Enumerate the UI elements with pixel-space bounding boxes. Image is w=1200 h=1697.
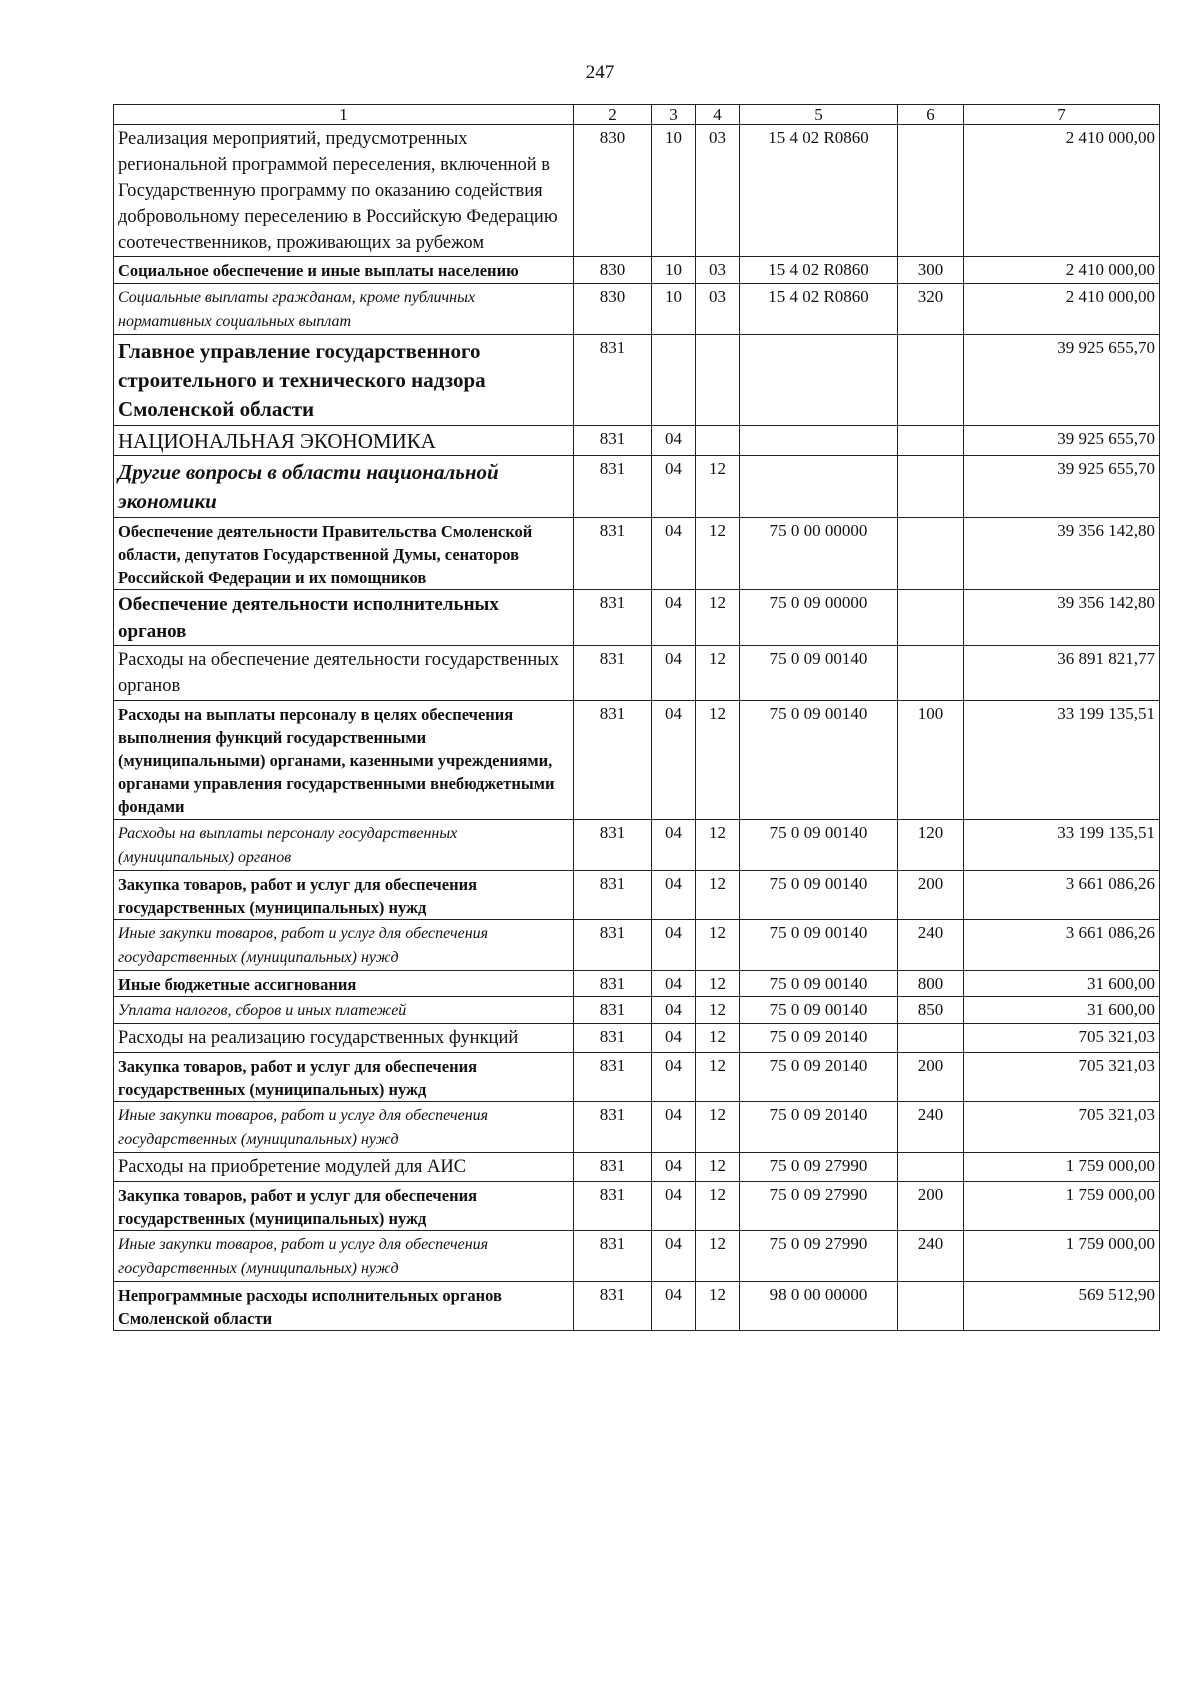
row-expense-type-cell	[898, 125, 964, 257]
row-admin-code-cell: 831	[574, 1052, 652, 1101]
row-name-cell: Расходы на выплаты персоналу в целях обеспечения выполнения функций государственными (муниципальными) органами, казенными учреждениями, органами управления государственными внебюджетными фондами	[114, 701, 574, 819]
header-cell-7: 7	[964, 105, 1160, 125]
row-section-cell: 04	[652, 1281, 696, 1330]
row-admin-code-cell: 830	[574, 257, 652, 283]
row-admin-code-cell: 831	[574, 919, 652, 970]
header-cell-4: 4	[696, 105, 740, 125]
row-target-article-cell: 75 0 09 00140	[740, 919, 898, 970]
row-name-cell: Главное управление государственного строительного и технического надзора Смоленской области	[114, 334, 574, 425]
row-name-cell: Иные закупки товаров, работ и услуг для обеспечения государственных (муниципальных) нужд	[114, 919, 574, 970]
row-amount-cell: 2 410 000,00	[964, 125, 1160, 257]
row-expense-type-cell	[898, 334, 964, 425]
row-admin-code-cell: 831	[574, 996, 652, 1023]
row-subsection-cell	[696, 334, 740, 425]
row-expense-type-cell	[898, 517, 964, 589]
row-section-cell: 04	[652, 1152, 696, 1181]
row-expense-type-cell: 850	[898, 996, 964, 1023]
row-target-article-cell: 15 4 02 R0860	[740, 125, 898, 257]
header-cell-1: 1	[114, 105, 574, 125]
table-row	[114, 970, 1160, 996]
table-row	[114, 517, 1160, 589]
row-target-article-cell: 75 0 09 20140	[740, 1101, 898, 1152]
row-subsection-cell: 12	[696, 919, 740, 970]
row-target-article-cell: 15 4 02 R0860	[740, 283, 898, 334]
row-amount-cell: 39 356 142,80	[964, 590, 1160, 646]
row-amount-cell: 2 410 000,00	[964, 283, 1160, 334]
row-section-cell	[652, 334, 696, 425]
row-name-cell: Иные закупки товаров, работ и услуг для обеспечения государственных (муниципальных) нужд	[114, 1101, 574, 1152]
table-row	[114, 1152, 1160, 1181]
table-row	[114, 870, 1160, 919]
row-section-cell: 04	[652, 646, 696, 701]
row-subsection-cell	[696, 425, 740, 455]
row-admin-code-cell: 831	[574, 1101, 652, 1152]
row-subsection-cell: 12	[696, 701, 740, 819]
row-name-cell: Другие вопросы в области национальной экономики	[114, 456, 574, 518]
table-row	[114, 425, 1160, 455]
table-row	[114, 996, 1160, 1023]
row-name-cell: Закупка товаров, работ и услуг для обеспечения государственных (муниципальных) нужд	[114, 1181, 574, 1230]
row-admin-code-cell: 831	[574, 517, 652, 589]
row-section-cell: 04	[652, 590, 696, 646]
row-admin-code-cell: 831	[574, 1181, 652, 1230]
row-amount-cell: 39 356 142,80	[964, 517, 1160, 589]
row-admin-code-cell: 831	[574, 1152, 652, 1181]
row-amount-cell: 39 925 655,70	[964, 334, 1160, 425]
row-expense-type-cell	[898, 425, 964, 455]
row-subsection-cell: 12	[696, 1230, 740, 1281]
row-name-cell: Иные закупки товаров, работ и услуг для обеспечения государственных (муниципальных) нужд	[114, 1230, 574, 1281]
page-number: 247	[585, 62, 615, 83]
header-cell-2: 2	[574, 105, 652, 125]
row-section-cell: 10	[652, 283, 696, 334]
row-admin-code-cell: 831	[574, 1230, 652, 1281]
row-subsection-cell: 03	[696, 125, 740, 257]
row-expense-type-cell: 200	[898, 1181, 964, 1230]
row-admin-code-cell: 830	[574, 283, 652, 334]
row-subsection-cell: 12	[696, 646, 740, 701]
row-section-cell: 04	[652, 1101, 696, 1152]
row-section-cell: 04	[652, 701, 696, 819]
row-amount-cell: 705 321,03	[964, 1052, 1160, 1101]
row-amount-cell: 705 321,03	[964, 1101, 1160, 1152]
table-row	[114, 283, 1160, 334]
row-admin-code-cell: 831	[574, 819, 652, 870]
table-row	[114, 819, 1160, 870]
row-expense-type-cell	[898, 1023, 964, 1052]
row-subsection-cell: 12	[696, 456, 740, 518]
row-section-cell: 04	[652, 1052, 696, 1101]
row-amount-cell: 3 661 086,26	[964, 870, 1160, 919]
row-admin-code-cell: 831	[574, 456, 652, 518]
row-name-cell: Обеспечение деятельности Правительства Смоленской области, депутатов Государственной Думы, сенаторов Российской Федерации и их помощников	[114, 517, 574, 589]
row-target-article-cell: 75 0 09 00140	[740, 819, 898, 870]
row-section-cell: 04	[652, 819, 696, 870]
row-name-cell: НАЦИОНАЛЬНАЯ ЭКОНОМИКА	[114, 425, 574, 455]
row-expense-type-cell	[898, 590, 964, 646]
row-name-cell: Социальные выплаты гражданам, кроме публичных нормативных социальных выплат	[114, 283, 574, 334]
row-amount-cell: 1 759 000,00	[964, 1181, 1160, 1230]
row-admin-code-cell: 831	[574, 870, 652, 919]
row-section-cell: 04	[652, 970, 696, 996]
table-row	[114, 1023, 1160, 1052]
table-row	[114, 919, 1160, 970]
row-section-cell: 04	[652, 1023, 696, 1052]
row-name-cell: Социальное обеспечение и иные выплаты населению	[114, 257, 574, 283]
table-row	[114, 646, 1160, 701]
row-subsection-cell: 12	[696, 1281, 740, 1330]
row-admin-code-cell: 831	[574, 425, 652, 455]
row-target-article-cell: 75 0 09 00140	[740, 970, 898, 996]
row-subsection-cell: 03	[696, 283, 740, 334]
row-section-cell: 04	[652, 919, 696, 970]
row-expense-type-cell: 120	[898, 819, 964, 870]
row-target-article-cell: 75 0 09 00140	[740, 996, 898, 1023]
row-section-cell: 04	[652, 1230, 696, 1281]
header-cell-6: 6	[898, 105, 964, 125]
row-target-article-cell: 75 0 09 27990	[740, 1230, 898, 1281]
row-amount-cell: 2 410 000,00	[964, 257, 1160, 283]
row-subsection-cell: 12	[696, 1023, 740, 1052]
row-subsection-cell: 12	[696, 590, 740, 646]
row-subsection-cell: 12	[696, 1181, 740, 1230]
row-admin-code-cell: 830	[574, 125, 652, 257]
row-name-cell: Расходы на реализацию государственных функций	[114, 1023, 574, 1052]
row-section-cell: 04	[652, 870, 696, 919]
row-expense-type-cell	[898, 646, 964, 701]
row-amount-cell: 1 759 000,00	[964, 1230, 1160, 1281]
header-cell-5: 5	[740, 105, 898, 125]
row-admin-code-cell: 831	[574, 1281, 652, 1330]
row-target-article-cell: 75 0 00 00000	[740, 517, 898, 589]
table-row	[114, 1101, 1160, 1152]
row-subsection-cell: 12	[696, 1101, 740, 1152]
row-section-cell: 04	[652, 425, 696, 455]
row-expense-type-cell: 320	[898, 283, 964, 334]
row-expense-type-cell: 240	[898, 1101, 964, 1152]
row-target-article-cell: 75 0 09 00140	[740, 701, 898, 819]
row-expense-type-cell	[898, 1281, 964, 1330]
row-expense-type-cell: 240	[898, 1230, 964, 1281]
row-expense-type-cell	[898, 1152, 964, 1181]
table-row	[114, 257, 1160, 283]
row-target-article-cell	[740, 334, 898, 425]
row-name-cell: Закупка товаров, работ и услуг для обеспечения государственных (муниципальных) нужд	[114, 1052, 574, 1101]
row-amount-cell: 39 925 655,70	[964, 425, 1160, 455]
row-amount-cell: 569 512,90	[964, 1281, 1160, 1330]
row-section-cell: 10	[652, 125, 696, 257]
table-row	[114, 590, 1160, 646]
row-expense-type-cell: 200	[898, 1052, 964, 1101]
row-section-cell: 04	[652, 996, 696, 1023]
row-target-article-cell	[740, 425, 898, 455]
row-target-article-cell: 98 0 00 00000	[740, 1281, 898, 1330]
row-subsection-cell: 12	[696, 819, 740, 870]
table-row	[114, 125, 1160, 257]
row-name-cell: Иные бюджетные ассигнования	[114, 970, 574, 996]
row-amount-cell: 39 925 655,70	[964, 456, 1160, 518]
row-name-cell: Закупка товаров, работ и услуг для обеспечения государственных (муниципальных) нужд	[114, 870, 574, 919]
row-amount-cell: 1 759 000,00	[964, 1152, 1160, 1181]
row-target-article-cell: 75 0 09 00140	[740, 870, 898, 919]
table-row	[114, 334, 1160, 425]
row-section-cell: 04	[652, 456, 696, 518]
row-amount-cell: 3 661 086,26	[964, 919, 1160, 970]
row-target-article-cell: 75 0 09 00140	[740, 646, 898, 701]
row-section-cell: 10	[652, 257, 696, 283]
row-target-article-cell	[740, 456, 898, 518]
table-row	[114, 701, 1160, 819]
row-subsection-cell: 03	[696, 257, 740, 283]
row-target-article-cell: 15 4 02 R0860	[740, 257, 898, 283]
row-expense-type-cell: 100	[898, 701, 964, 819]
row-expense-type-cell: 300	[898, 257, 964, 283]
row-name-cell: Расходы на приобретение модулей для АИС	[114, 1152, 574, 1181]
row-admin-code-cell: 831	[574, 1023, 652, 1052]
row-amount-cell: 33 199 135,51	[964, 701, 1160, 819]
row-subsection-cell: 12	[696, 517, 740, 589]
row-amount-cell: 705 321,03	[964, 1023, 1160, 1052]
row-admin-code-cell: 831	[574, 646, 652, 701]
row-amount-cell: 31 600,00	[964, 996, 1160, 1023]
row-name-cell: Уплата налогов, сборов и иных платежей	[114, 996, 574, 1023]
row-amount-cell: 33 199 135,51	[964, 819, 1160, 870]
row-admin-code-cell: 831	[574, 334, 652, 425]
row-subsection-cell: 12	[696, 1052, 740, 1101]
row-target-article-cell: 75 0 09 20140	[740, 1023, 898, 1052]
row-subsection-cell: 12	[696, 970, 740, 996]
header-cell-3: 3	[652, 105, 696, 125]
row-target-article-cell: 75 0 09 20140	[740, 1052, 898, 1101]
table-row	[114, 456, 1160, 518]
row-amount-cell: 36 891 821,77	[964, 646, 1160, 701]
row-section-cell: 04	[652, 1181, 696, 1230]
table-row	[114, 1230, 1160, 1281]
row-expense-type-cell: 200	[898, 870, 964, 919]
row-admin-code-cell: 831	[574, 970, 652, 996]
header-row	[114, 105, 1160, 125]
row-section-cell: 04	[652, 517, 696, 589]
row-admin-code-cell: 831	[574, 701, 652, 819]
table-row	[114, 1281, 1160, 1330]
table-row	[114, 1181, 1160, 1230]
row-target-article-cell: 75 0 09 00000	[740, 590, 898, 646]
row-subsection-cell: 12	[696, 996, 740, 1023]
row-amount-cell: 31 600,00	[964, 970, 1160, 996]
row-subsection-cell: 12	[696, 870, 740, 919]
row-name-cell: Непрограммные расходы исполнительных органов Смоленской области	[114, 1281, 574, 1330]
row-target-article-cell: 75 0 09 27990	[740, 1181, 898, 1230]
row-expense-type-cell: 240	[898, 919, 964, 970]
row-subsection-cell: 12	[696, 1152, 740, 1181]
row-target-article-cell: 75 0 09 27990	[740, 1152, 898, 1181]
row-admin-code-cell: 831	[574, 590, 652, 646]
row-expense-type-cell: 800	[898, 970, 964, 996]
budget-table	[113, 104, 1160, 1331]
table-row	[114, 1052, 1160, 1101]
row-name-cell: Расходы на выплаты персоналу государственных (муниципальных) органов	[114, 819, 574, 870]
row-expense-type-cell	[898, 456, 964, 518]
row-name-cell: Реализация мероприятий, предусмотренных региональной программой переселения, включенной в Государственную программу по оказанию содействия добровольному переселению в Российскую Федерацию соотечественников, проживающих за рубежом	[114, 125, 574, 257]
row-name-cell: Обеспечение деятельности исполнительных органов	[114, 590, 574, 646]
row-name-cell: Расходы на обеспечение деятельности государственных органов	[114, 646, 574, 701]
